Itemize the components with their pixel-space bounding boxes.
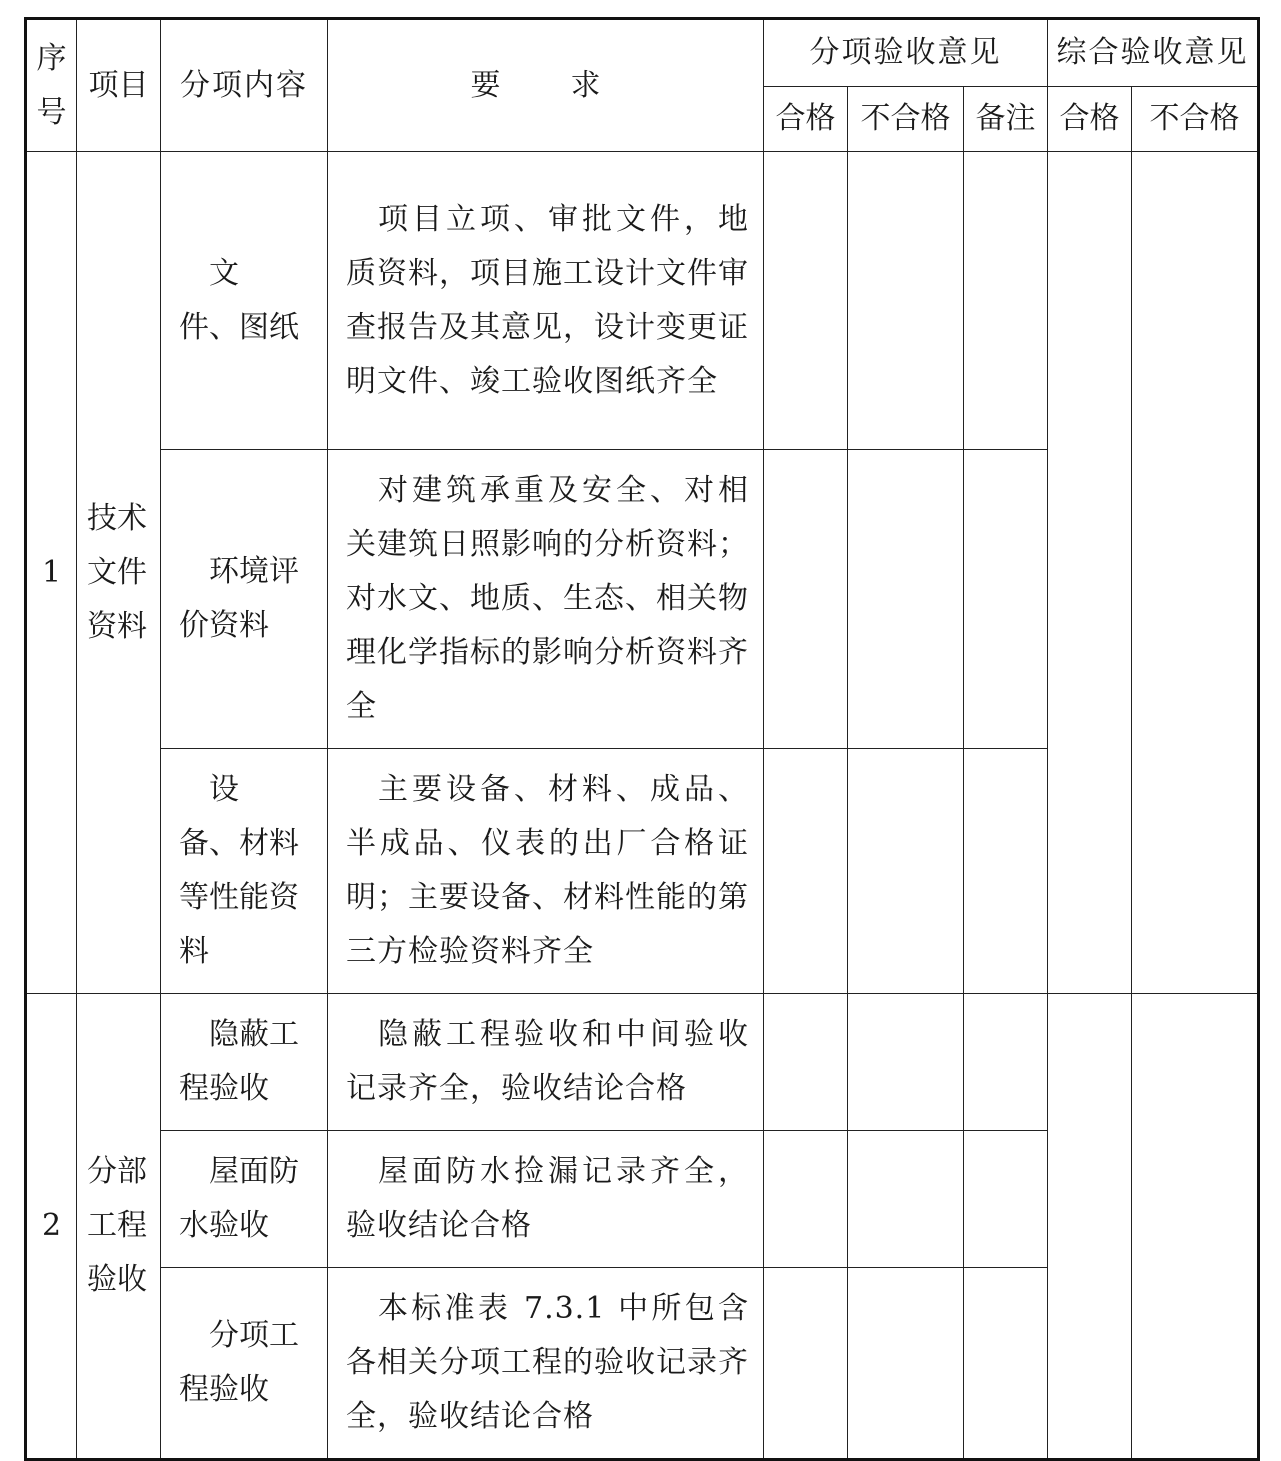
- overall-fail-cell[interactable]: [1132, 152, 1259, 994]
- sub-item: 分项工程验收: [161, 1268, 328, 1460]
- header-fail: 不合格: [848, 87, 964, 152]
- header-overall-opinion: 综合验收意见: [1048, 19, 1259, 87]
- remark-cell[interactable]: [964, 152, 1048, 450]
- fail-cell[interactable]: [848, 152, 964, 450]
- header-overall-pass: 合格: [1048, 87, 1132, 152]
- header-sub-content: 分项内容: [161, 19, 328, 152]
- table-row: [26, 994, 1259, 1131]
- sub-item: 设 备、材料等性能资料: [161, 749, 328, 994]
- pass-cell[interactable]: [764, 994, 848, 1131]
- requirement: 本标准表 7.3.1 中所包含各相关分项工程的验收记录齐全，验收结论合格: [328, 1268, 764, 1460]
- group-seq: 1: [26, 152, 77, 994]
- fail-cell[interactable]: [848, 450, 964, 749]
- remark-cell[interactable]: [964, 1268, 1048, 1460]
- pass-cell[interactable]: [764, 749, 848, 994]
- overall-pass-cell[interactable]: [1048, 152, 1132, 994]
- overall-fail-cell[interactable]: [1132, 994, 1259, 1460]
- acceptance-table: [24, 17, 1260, 1461]
- requirement: 主要设备、材料、成品、半成品、仪表的出厂合格证明；主要设备、材料性能的第三方检验资料齐全: [328, 749, 764, 994]
- sub-item: 文 件、图纸: [161, 152, 328, 450]
- remark-cell[interactable]: [964, 450, 1048, 749]
- fail-cell[interactable]: [848, 994, 964, 1131]
- header-pass: 合格: [764, 87, 848, 152]
- group-project: 技术文件资料: [77, 152, 161, 994]
- remark-cell[interactable]: [964, 1131, 1048, 1268]
- sub-item: 环境评价资料: [161, 450, 328, 749]
- remark-cell[interactable]: [964, 994, 1048, 1131]
- header-remark: 备注: [964, 87, 1048, 152]
- sub-item: 隐蔽工程验收: [161, 994, 328, 1131]
- pass-cell[interactable]: [764, 450, 848, 749]
- sub-item: 屋面防水验收: [161, 1131, 328, 1268]
- header-overall-fail: 不合格: [1132, 87, 1259, 152]
- requirement: 对建筑承重及安全、对相关建筑日照影响的分析资料；对水文、地质、生态、相关物理化学指标的影响分析资料齐全: [328, 450, 764, 749]
- header-requirement: 要 求: [328, 19, 764, 152]
- group-seq: 2: [26, 994, 77, 1460]
- requirement: 隐蔽工程验收和中间验收记录齐全，验收结论合格: [328, 994, 764, 1131]
- fail-cell[interactable]: [848, 749, 964, 994]
- pass-cell[interactable]: [764, 1131, 848, 1268]
- requirement: 项目立项、审批文件，地质资料，项目施工设计文件审查报告及其意见，设计变更证明文件、竣工验收图纸齐全: [328, 152, 764, 450]
- remark-cell[interactable]: [964, 749, 1048, 994]
- pass-cell[interactable]: [764, 1268, 848, 1460]
- header-project: 项目: [77, 19, 161, 152]
- pass-cell[interactable]: [764, 152, 848, 450]
- overall-pass-cell[interactable]: [1048, 994, 1132, 1460]
- requirement: 屋面防水捡漏记录齐全，验收结论合格: [328, 1131, 764, 1268]
- fail-cell[interactable]: [848, 1131, 964, 1268]
- group-project: 分部工程验收: [77, 994, 161, 1460]
- table-row: [26, 152, 1259, 450]
- fail-cell[interactable]: [848, 1268, 964, 1460]
- header-sub-opinion: 分项验收意见: [764, 19, 1048, 87]
- header-row-1: [26, 19, 1259, 87]
- header-seq: 序号: [26, 19, 77, 152]
